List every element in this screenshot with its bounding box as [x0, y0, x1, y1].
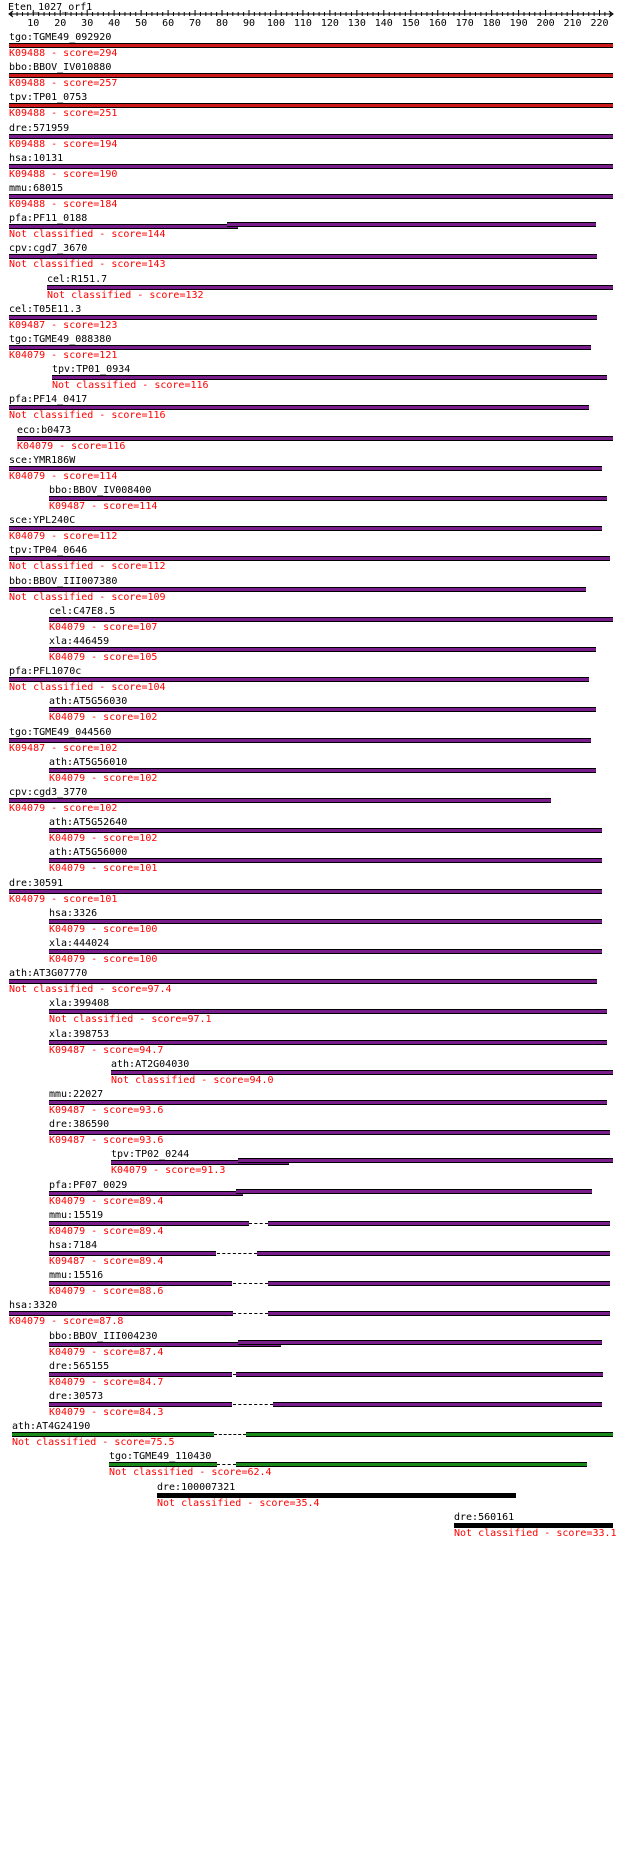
- hit-classification[interactable]: K09488 - score=294: [9, 48, 118, 59]
- ruler-tick-label: 10: [27, 18, 40, 29]
- hit-classification[interactable]: K04079 - score=116: [17, 441, 126, 452]
- hit-name[interactable]: tpv:TP01_0753: [9, 92, 88, 103]
- hit-name[interactable]: eco:b0473: [17, 425, 72, 436]
- hit-name[interactable]: hsa:10131: [9, 153, 64, 164]
- hit-name[interactable]: ath:AT3G07770: [9, 968, 88, 979]
- hit-classification[interactable]: Not classified - score=116: [52, 380, 209, 391]
- hit-name[interactable]: tpv:TP04_0646: [9, 545, 88, 556]
- hit-name[interactable]: xla:399408: [49, 998, 110, 1009]
- hit-classification[interactable]: K09487 - score=94.7: [49, 1045, 164, 1056]
- hit-classification[interactable]: Not classified - score=104: [9, 682, 166, 693]
- hit-classification[interactable]: K04079 - score=112: [9, 531, 118, 542]
- hit-classification[interactable]: K04079 - score=102: [49, 712, 158, 723]
- hit-classification[interactable]: Not classified - score=97.4: [9, 984, 172, 995]
- hit-name[interactable]: ath:AT5G52640: [49, 817, 128, 828]
- hit-classification[interactable]: K04079 - score=102: [49, 773, 158, 784]
- hit-name[interactable]: cpv:cgd3_3770: [9, 787, 88, 798]
- hit-name[interactable]: tpv:TP02_0244: [111, 1149, 190, 1160]
- hit-name[interactable]: cel:T05E11.3: [9, 304, 82, 315]
- hit-classification[interactable]: Not classified - score=94.0: [111, 1075, 274, 1086]
- hit-classification[interactable]: K04079 - score=107: [49, 622, 158, 633]
- hit-name[interactable]: ath:AT2G04030: [111, 1059, 190, 1070]
- hit-bar[interactable]: [236, 1372, 603, 1377]
- hit-classification[interactable]: K09488 - score=184: [9, 199, 118, 210]
- hit-gap: [233, 1283, 268, 1284]
- hit-gap: [249, 1223, 268, 1224]
- hit-bar[interactable]: [236, 1462, 587, 1467]
- hit-name[interactable]: bbo:BBOV_III004230: [49, 1331, 158, 1342]
- hit-name[interactable]: pfa:PF11_0188: [9, 213, 88, 224]
- hit-bar[interactable]: [236, 1189, 592, 1194]
- ruler-tick-label: 80: [215, 18, 229, 29]
- ruler-tick-label: 200: [536, 18, 555, 29]
- hit-name[interactable]: tgo:TGME49_088380: [9, 334, 112, 345]
- position-ruler: [0, 0, 620, 30]
- hit-classification[interactable]: K09487 - score=93.6: [49, 1135, 164, 1146]
- hit-name[interactable]: dre:100007321: [157, 1482, 236, 1493]
- ruler-tick-label: 180: [482, 18, 501, 29]
- hit-name[interactable]: cel:C47E8.5: [49, 606, 116, 617]
- hit-classification[interactable]: K09487 - score=123: [9, 320, 118, 331]
- ruler-tick-label: 30: [81, 18, 94, 29]
- hit-name[interactable]: dre:571959: [9, 123, 70, 134]
- ruler-tick-label: 40: [108, 18, 121, 29]
- hit-gap: [233, 1404, 273, 1405]
- hit-classification[interactable]: Not classified - score=75.5: [12, 1437, 175, 1448]
- hit-classification[interactable]: K04079 - score=84.7: [49, 1377, 164, 1388]
- hit-name[interactable]: mmu:15516: [49, 1270, 104, 1281]
- hit-classification[interactable]: Not classified - score=112: [9, 561, 166, 572]
- hit-name[interactable]: mmu:15519: [49, 1210, 104, 1221]
- hit-name[interactable]: bbo:BBOV_IV008400: [49, 485, 152, 496]
- hit-classification[interactable]: K09487 - score=89.4: [49, 1256, 164, 1267]
- hit-classification[interactable]: K09487 - score=93.6: [49, 1105, 164, 1116]
- hit-name[interactable]: xla:444024: [49, 938, 110, 949]
- hit-classification[interactable]: K09488 - score=190: [9, 169, 118, 180]
- hit-classification[interactable]: K04079 - score=105: [49, 652, 158, 663]
- hit-classification[interactable]: Not classified - score=116: [9, 410, 166, 421]
- hit-classification[interactable]: K04079 - score=102: [49, 833, 158, 844]
- hit-classification[interactable]: K04079 - score=91.3: [111, 1165, 226, 1176]
- hit-gap: [214, 1434, 246, 1435]
- hit-classification[interactable]: K09488 - score=251: [9, 108, 118, 119]
- hit-name[interactable]: bbo:BBOV_III007380: [9, 576, 118, 587]
- hit-name[interactable]: hsa:3320: [9, 1300, 58, 1311]
- hit-classification[interactable]: K04079 - score=100: [49, 954, 158, 965]
- hit-name[interactable]: pfa:PF07_0029: [49, 1180, 128, 1191]
- hit-gap: [217, 1253, 257, 1254]
- ruler-tick-label: 120: [320, 18, 339, 29]
- hit-bar[interactable]: [246, 1432, 613, 1437]
- hit-bar[interactable]: [268, 1281, 610, 1286]
- hit-classification[interactable]: Not classified - score=62.4: [109, 1467, 272, 1478]
- hit-name[interactable]: cel:R151.7: [47, 274, 108, 285]
- hit-classification[interactable]: K04079 - score=87.4: [49, 1347, 164, 1358]
- hit-name[interactable]: ath:AT5G56010: [49, 757, 128, 768]
- hit-bar[interactable]: [238, 1158, 613, 1163]
- hit-classification[interactable]: K04079 - score=101: [9, 894, 118, 905]
- hit-classification[interactable]: K09488 - score=257: [9, 78, 118, 89]
- hit-classification[interactable]: K04079 - score=84.3: [49, 1407, 164, 1418]
- hit-gap: [217, 1464, 236, 1465]
- hit-name[interactable]: pfa:PF14_0417: [9, 394, 88, 405]
- hit-classification[interactable]: Not classified - score=109: [9, 592, 166, 603]
- hit-name[interactable]: pfa:PFL1070c: [9, 666, 82, 677]
- ruler-tick-label: 70: [189, 18, 202, 29]
- ruler-tick-label: 130: [347, 18, 366, 29]
- hit-classification[interactable]: Not classified - score=144: [9, 229, 166, 240]
- hit-name[interactable]: tpv:TP01_0934: [52, 364, 131, 375]
- hit-name[interactable]: dre:30591: [9, 878, 64, 889]
- ruler-tick-label: 160: [428, 18, 447, 29]
- hit-bar[interactable]: [227, 222, 596, 227]
- hit-classification[interactable]: K04079 - score=114: [9, 471, 118, 482]
- hit-name[interactable]: dre:386590: [49, 1119, 110, 1130]
- hit-name[interactable]: hsa:3326: [49, 908, 98, 919]
- hit-classification[interactable]: Not classified - score=33.1: [454, 1528, 617, 1539]
- hit-name[interactable]: xla:398753: [49, 1029, 110, 1040]
- ruler-tick-label: 190: [509, 18, 528, 29]
- hit-classification[interactable]: K04079 - score=89.4: [49, 1226, 164, 1237]
- hit-name[interactable]: mmu:22027: [49, 1089, 104, 1100]
- ruler-tick-label: 60: [162, 18, 175, 29]
- hit-name[interactable]: sce:YPL240C: [9, 515, 76, 526]
- ruler-tick-label: 110: [293, 18, 312, 29]
- hit-bar[interactable]: [268, 1311, 610, 1316]
- hit-classification[interactable]: K04079 - score=88.6: [49, 1286, 164, 1297]
- hit-classification[interactable]: K09487 - score=114: [49, 501, 158, 512]
- hit-name[interactable]: dre:565155: [49, 1361, 110, 1372]
- hit-name[interactable]: ath:AT4G24190: [12, 1421, 91, 1432]
- hit-name[interactable]: tgo:TGME49_044560: [9, 727, 112, 738]
- hit-bar[interactable]: [257, 1251, 610, 1256]
- hit-bar[interactable]: [273, 1402, 602, 1407]
- hit-classification[interactable]: K04079 - score=100: [49, 924, 158, 935]
- hit-gap: [233, 1313, 268, 1314]
- hit-classification[interactable]: K04079 - score=101: [49, 863, 158, 874]
- hit-classification[interactable]: K04079 - score=89.4: [49, 1196, 164, 1207]
- ruler-tick-label: 50: [135, 18, 148, 29]
- sequence-title: Eten_1027_orf1: [8, 2, 93, 13]
- hit-classification[interactable]: K09488 - score=194: [9, 139, 118, 150]
- hit-name[interactable]: tgo:TGME49_092920: [9, 32, 112, 43]
- ruler-tick-label: 100: [266, 18, 285, 29]
- hit-name[interactable]: dre:30573: [49, 1391, 104, 1402]
- hit-name[interactable]: sce:YMR186W: [9, 455, 76, 466]
- hit-name[interactable]: ath:AT5G56030: [49, 696, 128, 707]
- hit-bar[interactable]: [268, 1221, 610, 1226]
- hit-name[interactable]: xla:446459: [49, 636, 110, 647]
- hit-name[interactable]: dre:560161: [454, 1512, 515, 1523]
- hit-classification[interactable]: K04079 - score=87.8: [9, 1316, 124, 1327]
- hit-classification[interactable]: K04079 - score=121: [9, 350, 118, 361]
- hit-classification[interactable]: Not classified - score=143: [9, 259, 166, 270]
- hit-name[interactable]: hsa:7184: [49, 1240, 98, 1251]
- hit-classification[interactable]: Not classified - score=35.4: [157, 1498, 320, 1509]
- ruler-tick-label: 150: [401, 18, 420, 29]
- hit-name[interactable]: bbo:BBOV_IV010880: [9, 62, 112, 73]
- hit-name[interactable]: mmu:68015: [9, 183, 64, 194]
- ruler-tick-label: 220: [590, 18, 609, 29]
- hit-name[interactable]: cpv:cgd7_3670: [9, 243, 88, 254]
- hit-classification[interactable]: K09487 - score=102: [9, 743, 118, 754]
- hit-name[interactable]: tgo:TGME49_110430: [109, 1451, 212, 1462]
- hit-name[interactable]: ath:AT5G56000: [49, 847, 128, 858]
- hit-classification[interactable]: Not classified - score=97.1: [49, 1014, 212, 1025]
- hit-bar[interactable]: [238, 1340, 602, 1345]
- ruler-tick-label: 170: [455, 18, 474, 29]
- ruler-tick-label: 20: [54, 18, 67, 29]
- ruler-tick-label: 90: [242, 18, 256, 29]
- hit-classification[interactable]: K04079 - score=102: [9, 803, 118, 814]
- ruler-tick-label: 140: [374, 18, 393, 29]
- ruler-tick-label: 210: [563, 18, 582, 29]
- hit-classification[interactable]: Not classified - score=132: [47, 290, 204, 301]
